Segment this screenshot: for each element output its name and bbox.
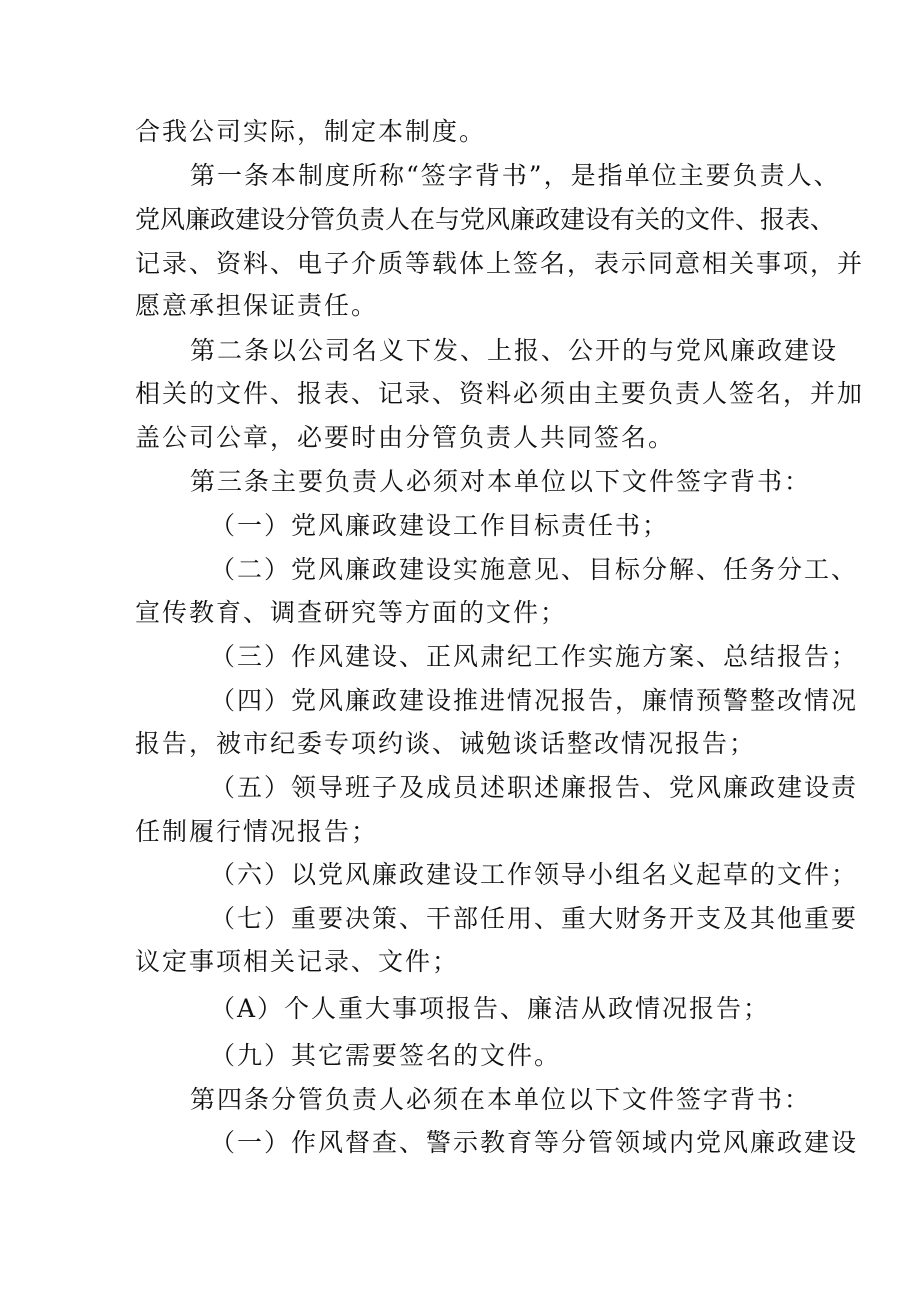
- text-line: （五）领导班子及成员述职述廉报告、党风廉政建设责: [210, 773, 859, 802]
- text-line: 第二条以公司名义下发、上报、公开的与党风廉政建设: [190, 336, 839, 365]
- text-line: 盖公司公章，必要时由分管负责人共同签名。: [135, 423, 676, 452]
- text-line: 第一条本制度所称“签字背书”，是指单位主要负责人、: [190, 161, 841, 190]
- text-line: （一）作风督查、警示教育等分管领域内党风廉政建设: [210, 1128, 859, 1157]
- text-line: 第四条分管负责人必须在本单位以下文件签字背书：: [190, 1085, 812, 1114]
- text-line: （二）党风廉政建设实施意见、目标分解、任务分工、: [210, 555, 859, 584]
- text-line: （A）个人重大事项报告、廉洁从政情况报告；: [210, 994, 771, 1023]
- text-line: 相关的文件、报表、记录、资料必须由主要负责人签名，并加: [135, 379, 865, 408]
- text-line: （六）以党风廉政建设工作领导小组名义起草的文件；: [210, 860, 859, 889]
- text-line: 愿意承担保证责任。: [135, 291, 379, 320]
- text-line: 报告，被市纪委专项约谈、诫勉谈话整改情况报告；: [135, 729, 757, 758]
- text-line: 议定事项相关记录、文件；: [135, 947, 460, 976]
- text-line: （四）党风廉政建设推进情况报告，廉情预警整改情况: [210, 686, 859, 715]
- text-line: 第三条主要负责人必须对本单位以下文件签字背书：: [190, 467, 812, 496]
- text-line: 合我公司实际，制定本制度。: [135, 117, 487, 146]
- text-line: 党风廉政建设分管负责人在与党风廉政建设有关的文件、报表、: [135, 205, 836, 234]
- text-line: 任制履行情况报告；: [135, 817, 379, 846]
- text-line: （九）其它需要签名的文件。: [210, 1041, 562, 1070]
- text-line: （一）党风廉政建设工作目标责任书；: [210, 511, 670, 540]
- text-line: （七）重要决策、干部任用、重大财务开支及其他重要: [210, 904, 859, 933]
- text-line: 宣传教育、调查研究等方面的文件；: [135, 598, 568, 627]
- text-line: （三）作风建设、正风肃纪工作实施方案、总结报告；: [210, 642, 859, 671]
- text-line: 记录、资料、电子介质等载体上签名，表示同意相关事项，并: [135, 249, 865, 278]
